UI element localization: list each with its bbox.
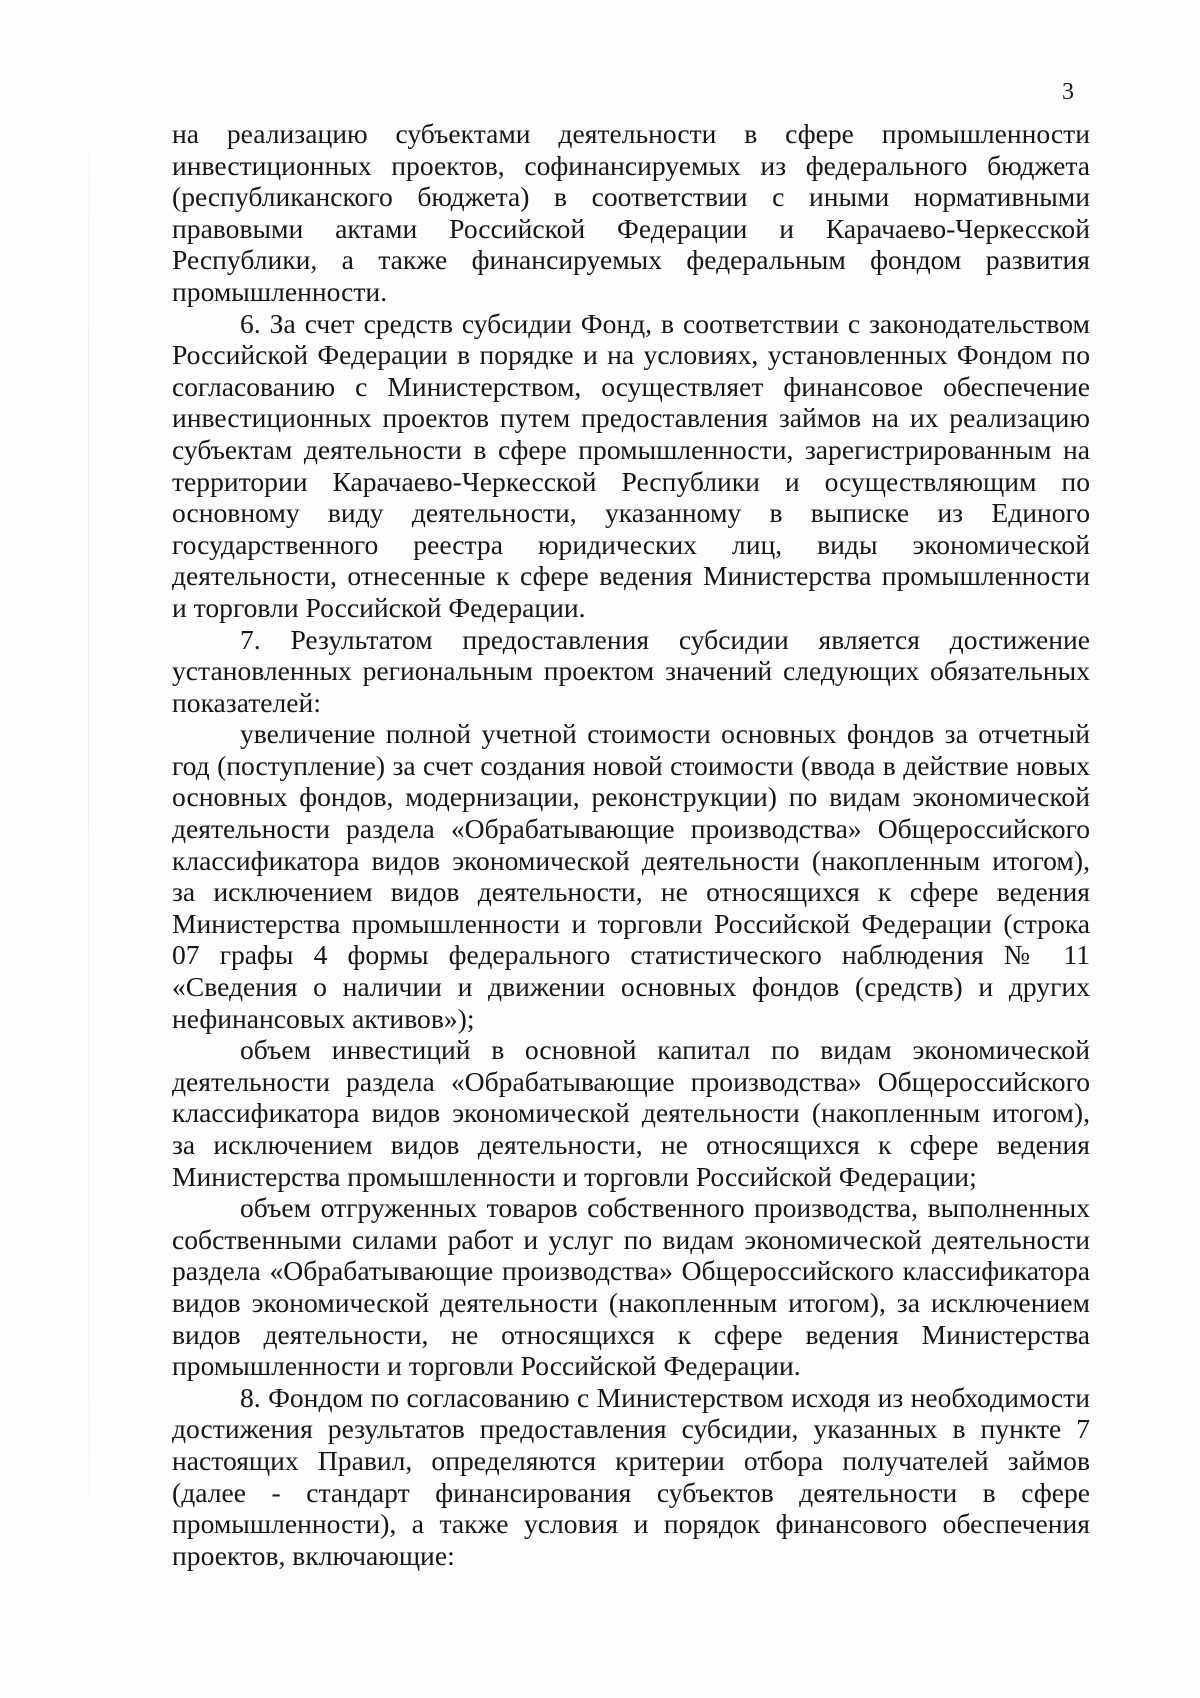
paragraph-indicator-shipped-goods: объем отгруженных товаров собственного производства, выполненных собственными силами работ и услуг по видам экономической деятельности раздела «Обрабатывающие производства» Общероссийского классификатора видов экономической деятельности (накопленным итогом), за исключением видов деятельности, не относящихся к сфере ведения Министерства промышленности и торговли Российской Федерации. [172,1192,1090,1382]
paragraph-indicator-fixed-assets: увеличение полной учетной стоимости основных фондов за отчетный год (поступление) за счет создания новой стоимости (ввода в действие новых основных фондов, модернизации, реконструкции) по видам экономической деятельности раздела «Обрабатывающие производства» Общероссийского классификатора видов экономической деятельности (накопленным итогом), за исключением видов деятельности, не относящихся к сфере ведения Министерства промышленности и торговли Российской Федерации (строка 07 графы 4 формы федерального статистического наблюдения № 11 «Сведения о наличии и движении основных фондов (средств) и других нефинансовых активов»); [172,718,1090,1034]
page-number: 3 [1062,79,1074,105]
paragraph-continuation: на реализацию субъектами деятельности в сфере промышленности инвестиционных проектов, софинансируемых из федерального бюджета (республиканского бюджета) в соответствии с иными нормативными правовыми актами Российской Федерации и Карачаево-Черкесской Республики, а также финансируемых федеральным фондом развития промышленности. [172,118,1090,307]
scan-edge-shadow [88,60,89,1640]
paragraph-item-6: 6. За счет средств субсидии Фонд, в соответствии с законодательством Российской Федерации в порядке и на условиях, установленных Фондом по согласованию с Министерством, осуществляет финансовое обеспечение инвестиционных проектов путем предоставления займов на их реализацию субъектам деятельности в сфере промышленности, зарегистрированным на территории Карачаево-Черкесской Республики и осуществляющим по основному виду деятельности, указанному в выписке из Единого государственного реестра юридических лиц, виды экономической деятельности, отнесенные к сфере ведения Министерства промышленности и торговли Российской Федерации. [172,307,1090,623]
paragraph-item-8: 8. Фондом по согласованию с Министерством исходя из необходимости достижения результатов предоставления субсидии, указанных в пункте 7 настоящих Правил, определяются критерии отбора получателей займов (далее - стандарт финансирования субъектов деятельности в сфере промышленности), а также условия и порядок финансового обеспечения проектов, включающие: [172,1381,1090,1571]
paragraph-indicator-investments: объем инвестиций в основной капитал по видам экономической деятельности раздела «Обрабатывающие производства» Общероссийского классификатора видов экономической деятельности (накопленным итогом), за исключением видов деятельности, не относящихся к сфере ведения Министерства промышленности и торговли Российской Федерации; [172,1034,1090,1192]
document-body [172,118,1090,1571]
paragraph-item-7: 7. Результатом предоставления субсидии является достижение установленных региональным проектом значений следующих обязательных показателей: [172,623,1090,718]
